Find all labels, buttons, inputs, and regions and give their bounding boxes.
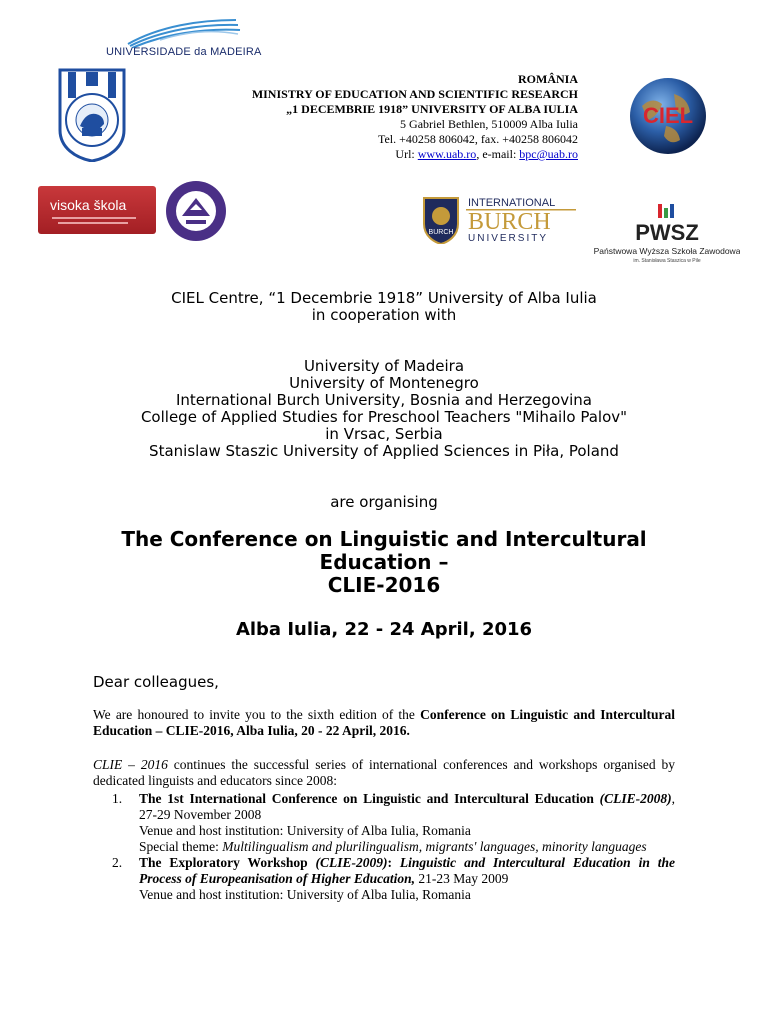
madeira-logo-text: UNIVERSIDADE da MADEIRA — [106, 46, 262, 58]
conference-title — [0, 528, 768, 597]
email-label: , e-mail: — [476, 147, 520, 161]
greeting: Dear colleagues, — [93, 673, 219, 691]
edition-venue: Venue and host institution: University of Alba Iulia, Romania — [139, 823, 471, 838]
website-link[interactable]: www.uab.ro — [417, 147, 477, 161]
invitation-paragraph — [93, 707, 675, 739]
conference-title-line-1: The Conference on Linguistic and Intercultural — [121, 527, 647, 551]
conference-place-date: Alba Iulia, 22 - 24 April, 2016 — [235, 619, 533, 640]
ministry-country: ROMÂNIA — [518, 72, 578, 86]
ciel-globe-logo — [626, 76, 710, 156]
series-text: continues the successful series of international conferences and workshops organised by dedicated linguists and educators since 2008: — [93, 757, 675, 788]
series-edition: CLIE – 2016 — [93, 757, 168, 772]
partner-item: University of Montenegro — [289, 374, 479, 392]
intro-line-1: CIEL Centre, “1 Decembrie 1918” University of Alba Iulia — [171, 289, 597, 307]
madeira-swoosh-icon — [100, 14, 250, 48]
edition-title: The 1st International Conference on Linguistic and Intercultural Education — [139, 791, 600, 806]
edition-theme: Multilingualism and plurilingualism, migrants' languages, minority languages — [222, 839, 647, 854]
conference-title-line-2: Education – — [319, 550, 449, 574]
burch-line3: UNIVERSITY — [468, 233, 549, 244]
editions-list — [112, 791, 675, 903]
list-item-number: 2. — [112, 855, 123, 870]
burch-badge-text: BURCH — [428, 229, 454, 236]
email-link[interactable]: bpc@uab.ro — [519, 147, 578, 161]
partner-list — [0, 358, 768, 460]
edition-dates: 21-23 May 2009 — [415, 871, 509, 886]
list-item — [112, 791, 675, 855]
partner-item: University of Madeira — [303, 357, 465, 375]
list-item — [112, 855, 675, 903]
visoka-skola-logo — [38, 186, 156, 234]
partner-item: International Burch University, Bosnia and Herzegovina — [176, 391, 592, 409]
ministry-address: 5 Gabriel Bethlen, 510009 Alba Iulia — [400, 117, 578, 131]
partner-item: College of Applied Studies for Preschool Teachers "Mihailo Palov" — [140, 408, 628, 426]
partner-item: in Vrsac, Serbia — [325, 425, 443, 443]
ministry-university: „1 DECEMBRIE 1918” UNIVERSITY OF ALBA IULIA — [286, 102, 578, 116]
ministry-contact — [252, 147, 578, 162]
university-of-montenegro-crest — [164, 180, 228, 242]
invitation-lead: We are honoured to invite you to the sixth edition of the — [93, 707, 421, 722]
edition-code: (CLIE-2009) — [315, 855, 388, 870]
pwsz-logo — [594, 202, 740, 264]
burch-line2: BURCH — [468, 209, 551, 235]
edition-dates: , 27-29 November 2008 — [139, 791, 675, 822]
series-paragraph — [93, 757, 675, 789]
intro-line-2: in cooperation with — [311, 306, 457, 324]
pwsz-full-text: Państwowa Wyższa Szkoła Zawodowa — [594, 246, 740, 256]
intro-block — [0, 290, 768, 324]
list-item-number: 1. — [112, 791, 123, 806]
edition-title: The Exploratory Workshop — [139, 855, 316, 870]
conference-title-line-3: CLIE-2016 — [327, 573, 441, 597]
university-of-madeira-logo — [100, 14, 262, 64]
url-label: Url: — [395, 147, 418, 161]
edition-theme-label: Special theme: — [139, 839, 223, 854]
ciel-logo-text: CIEL — [642, 103, 694, 128]
edition-subtitle: Linguistic and Intercultural Education in the Process of Europeanisation of Higher Education, — [139, 855, 675, 886]
pwsz-short-text: PWSZ — [635, 220, 699, 245]
edition-separator: : — [387, 855, 400, 870]
ministry-header — [252, 72, 578, 162]
organising-text: are organising — [330, 493, 438, 511]
ministry-phone: Tel. +40258 806042, fax. +40258 806042 — [377, 132, 578, 146]
visoka-logo-text: visoka škola — [50, 197, 127, 213]
uab-seal-logo — [56, 68, 128, 162]
partner-item: Stanislaw Staszic University of Applied Sciences in Piła, Poland — [149, 442, 619, 460]
edition-code: (CLIE-2008) — [599, 791, 672, 806]
ministry-name: MINISTRY OF EDUCATION AND SCIENTIFIC RESEARCH — [251, 87, 578, 101]
burch-line1: INTERNATIONAL — [468, 197, 556, 209]
edition-venue: Venue and host institution: University of Alba Iulia, Romania — [139, 887, 471, 902]
invitation-conference: Conference on Linguistic and Intercultural Education – CLIE-2016, Alba Iulia, 20 - 22 April, 2016. — [93, 707, 675, 738]
international-burch-university-logo — [420, 194, 578, 244]
pwsz-sub-text: im. Stanisława Staszica w Pile — [633, 258, 701, 264]
